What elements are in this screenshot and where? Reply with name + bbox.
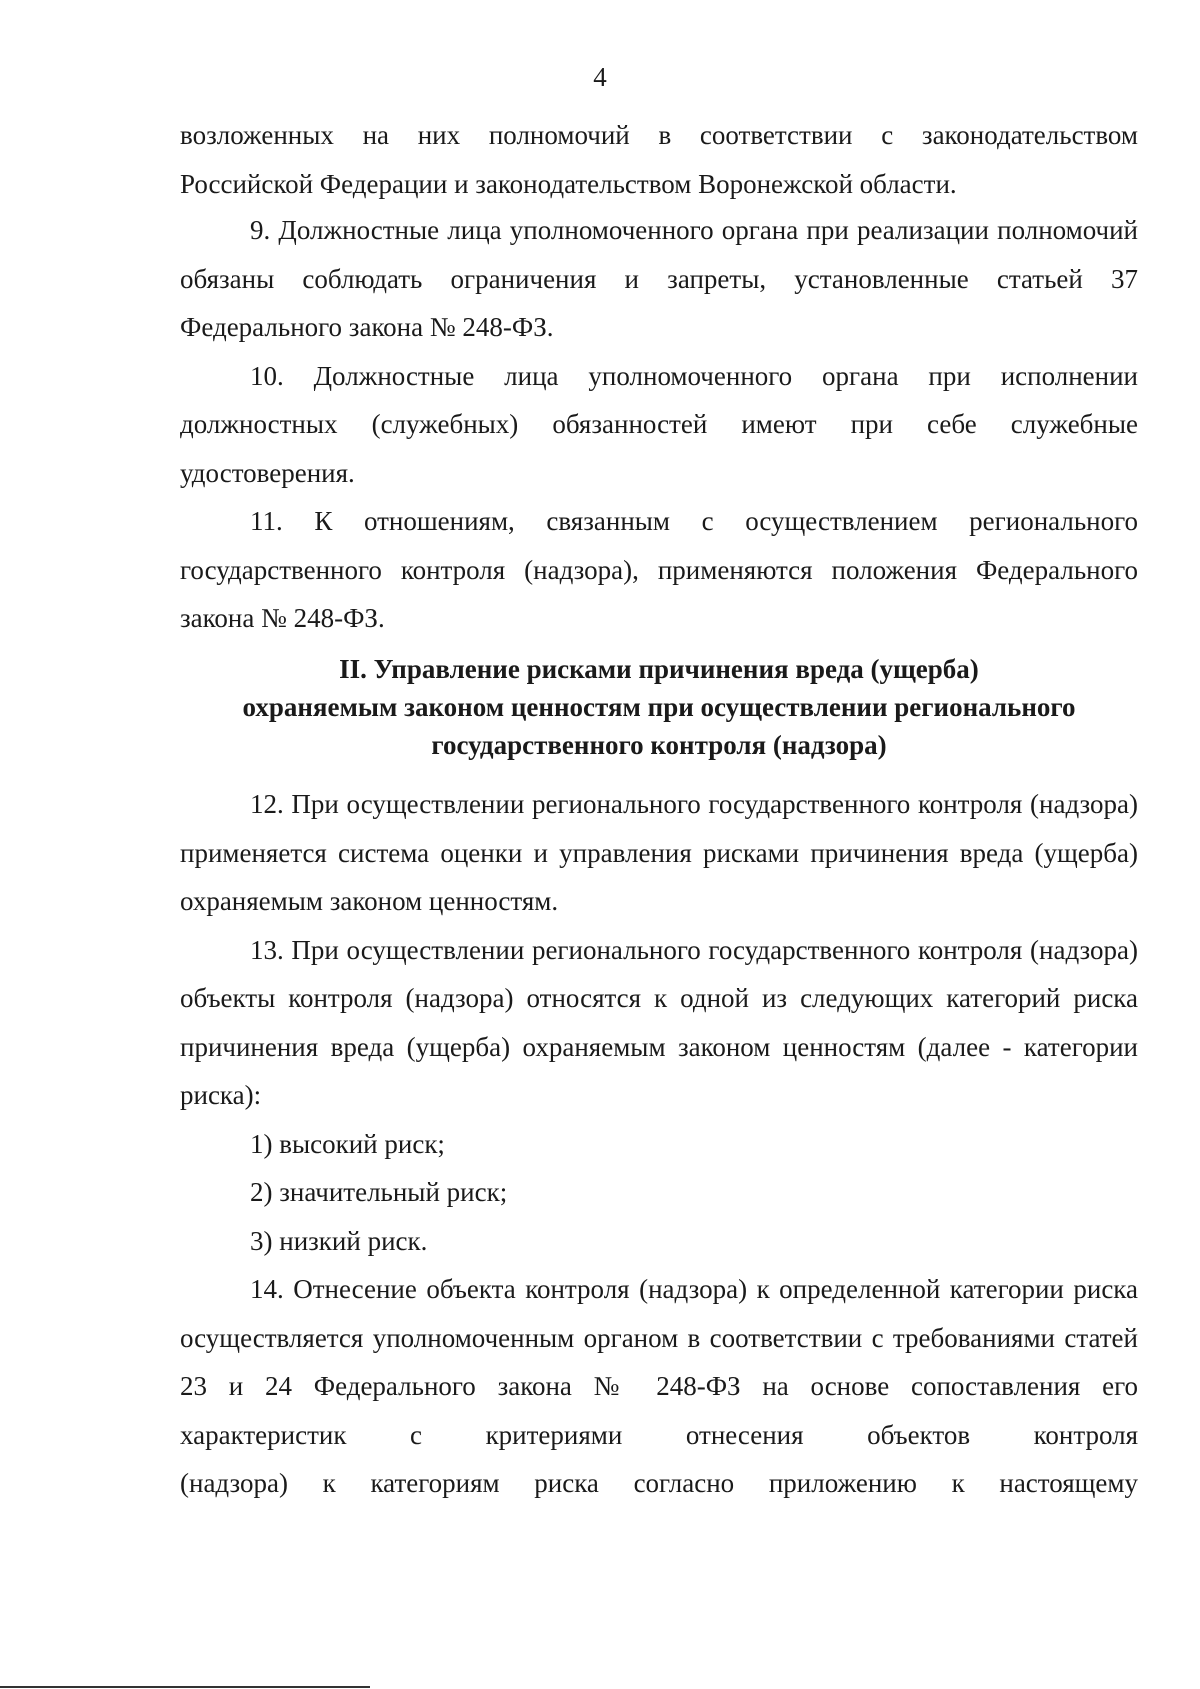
paragraph-10: 10. Должностные лица уполномоченного органа при исполнении должностных (служебных) обязанностей имеют при себе служебные удостоверения.: [180, 360, 1138, 488]
paragraph-14-last-line: (надзора) к категориям риска согласно приложению к настоящему: [180, 1468, 1138, 1498]
risk-item-3: 3) низкий риск.: [250, 1225, 428, 1256]
risk-item-1: 1) высокий риск;: [250, 1128, 445, 1159]
page-number: 4: [593, 62, 607, 92]
risk-item-2: 2) значительный риск;: [250, 1177, 508, 1207]
text-block-top: [180, 111, 1138, 643]
paragraph-8-continuation-line1: возложенных на них полномочий в соответствии с законодательством: [180, 120, 1138, 150]
paragraph-9: 9. Должностные лица уполномоченного органа при реализации полномочий обязаны соблюдать ограничения и запреты, установленные статьей 37 Федерального закона № 248-ФЗ.: [180, 215, 1138, 342]
paragraph-14: 14. Отнесение объекта контроля (надзора) к определенной категории риска осуществляется уполномоченным органом в соответствии с требованиями статей 23 и 24 Федерального закона № 248-ФЗ на основе сопоставления его характеристик с критериями отнесения объектов контроля: [180, 1274, 1138, 1450]
paragraph-13: 13. При осуществлении регионального государственного контроля (надзора) объекты контроля (надзора) относятся к одной из следующих категорий риска причинения вреда (ущерба) охраняемым законом ценностям (далее - категории риска):: [180, 934, 1138, 1110]
section-heading-line2: охраняемым законом ценностям при осуществлении регионального: [242, 692, 1076, 722]
footer-rule: [0, 1686, 370, 1688]
section-heading-line1: II. Управление рисками причинения вреда (ущерба): [339, 654, 979, 684]
paragraph-12: 12. При осуществлении регионального государственного контроля (надзора) применяется система оценки и управления рисками причинения вреда (ущерба) охраняемым законом ценностям.: [180, 789, 1138, 916]
paragraph-11: 11. К отношениям, связанным с осуществлением регионального государственного контроля (надзора), применяются положения Федерального закона № 248-ФЗ.: [180, 506, 1138, 633]
text-block-bottom: [180, 780, 1138, 1508]
section-heading-line3: государственного контроля (надзора): [431, 730, 887, 760]
section-heading: [180, 650, 1138, 764]
paragraph-8-continuation-line2: Российской Федерации и законодательством Воронежской области.: [180, 168, 957, 199]
